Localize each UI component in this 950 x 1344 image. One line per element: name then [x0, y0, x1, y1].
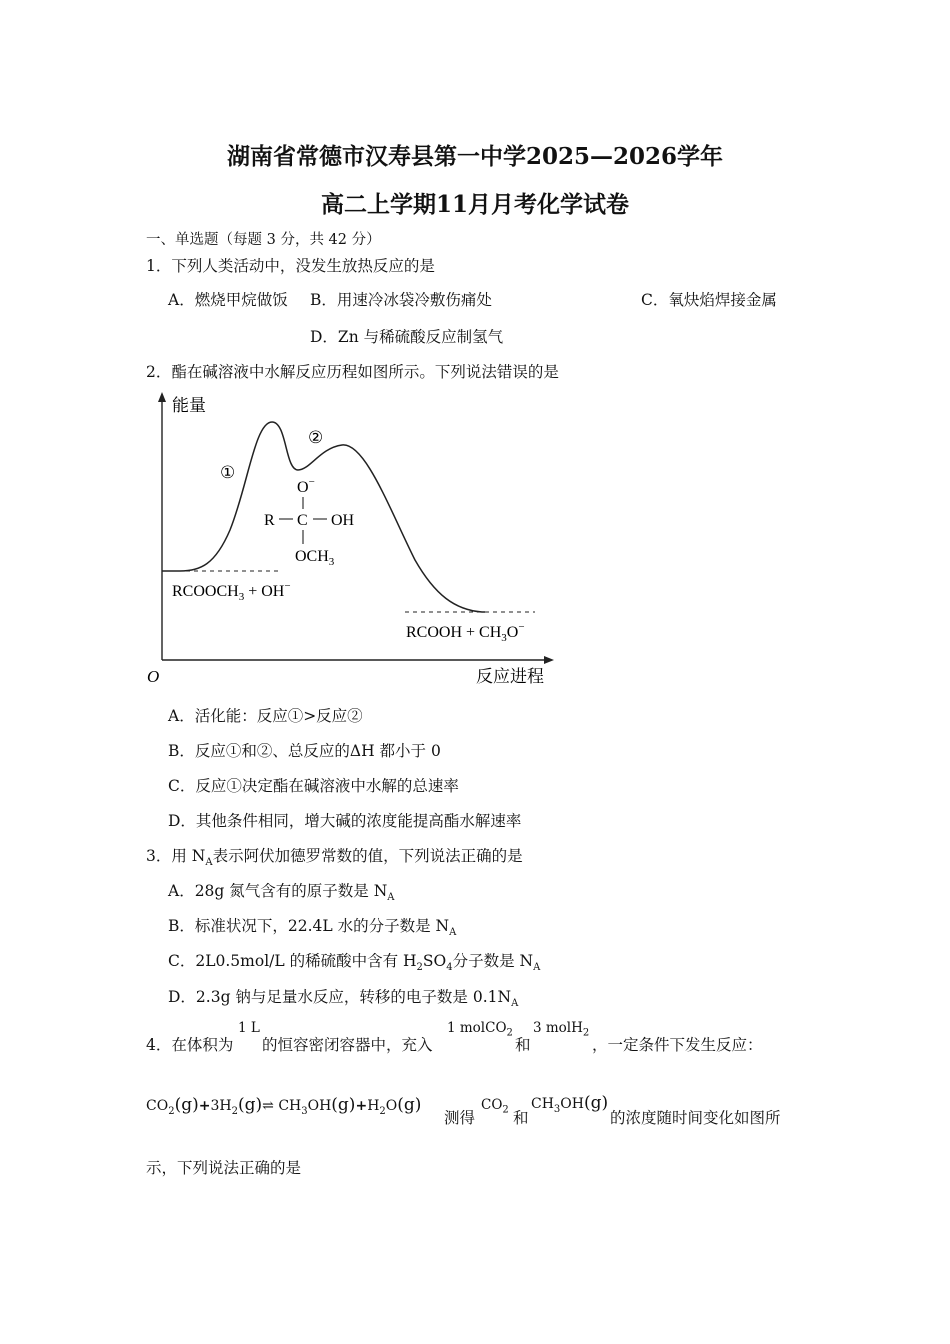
origin-label: O [147, 667, 160, 686]
intermediate-c: C [297, 512, 308, 529]
reactants-label: $RCOOCH_3 + OH^-$ [172, 580, 291, 603]
intermediate-och3: $OCH_3$ [295, 548, 335, 568]
q4-volume: 1 L [238, 1020, 260, 1036]
q2-option-a: A．活化能：反应①>反应② [168, 707, 363, 725]
intermediate-structure [264, 476, 355, 568]
q4-measure-co2: $CO_2$ [481, 1097, 509, 1116]
step1-marker: ① [220, 463, 236, 482]
q3-option-a: A．28g 氮气含有的原子数是 $N_A$ [168, 882, 395, 904]
x-axis-label: 反应进程 [476, 667, 544, 686]
x-axis-arrow-icon [544, 656, 554, 664]
q3-option-d: D．2.3g 钠与足量水反应，转移的电子数是 $0.1N_A$ [168, 988, 519, 1010]
q4-stem-tail: ，一定条件下发生反应： [592, 1036, 763, 1054]
y-axis-arrow-icon [158, 392, 166, 402]
q4-co2-amount: 1 molCO$_2$ [447, 1020, 513, 1039]
q4-measure-ch3oh: $CH_3OH(g)$ [531, 1093, 609, 1115]
q4-and: 和 [515, 1036, 531, 1054]
intermediate-r: R [264, 512, 275, 529]
q1-option-a: A．燃烧甲烷做饭 [168, 291, 288, 309]
q3-option-c: C．2L0.5mol/L 的稀硫酸中含有 $H_2SO_4$分子数是 $N_A$ [168, 952, 541, 974]
q4-measure-tail: 的浓度随时间变化如图所 [610, 1109, 781, 1127]
q4-stem-mid: 的恒容密闭容器中，充入 [262, 1036, 433, 1054]
products-label: RCOOH + $CH_3O^-$ [406, 621, 525, 644]
q4-equation: $CO_2(g)+3H_2(g)\rightleftharpoons$ $CH_3OH(g)+H_2O(g)$ [146, 1095, 422, 1117]
q2-option-c: C．反应①决定酯在碱溶液中水解的总速率 [168, 777, 459, 795]
energy-diagram [140, 390, 570, 690]
q4-measure: 测得 [444, 1109, 476, 1127]
q1-option-c: C．氧炔焰焊接金属 [641, 291, 777, 309]
q2-stem: 2．酯在碱溶液中水解反应历程如图所示。下列说法错误的是 [146, 363, 559, 381]
q3-option-b: B．标准状况下，22.4L 水的分子数是 $N_A$ [168, 917, 457, 939]
exam-title-line2: 高二上学期11月月考化学试卷 [320, 191, 629, 218]
exam-title-line1: 湖南省常德市汉寿县第一中学2025—2026学年 [226, 143, 724, 170]
q4-h2-amount: 3 molH$_2$ [533, 1020, 590, 1039]
q4-measure-and: 和 [513, 1109, 529, 1127]
y-axis-label: 能量 [172, 396, 206, 415]
q2-option-d: D．其他条件相同，增大碱的浓度能提高酯水解速率 [168, 812, 522, 830]
q3-stem: 3．用 $N_A$表示阿伏加德罗常数的值，下列说法正确的是 [146, 847, 523, 869]
q1-stem: 1．下列人类活动中，没发生放热反应的是 [146, 257, 435, 275]
section-heading: 一、单选题（每题 3 分，共 42 分） [146, 232, 381, 248]
q2-option-b: B．反应①和②、总反应的ΔH 都小于 0 [168, 742, 441, 760]
step2-marker: ② [308, 428, 324, 447]
q4-stem-pre: 4．在体积为 [146, 1036, 234, 1054]
q1-option-d: D．Zn 与稀硫酸反应制氢气 [310, 328, 504, 346]
q1-option-b: B．用速冷冰袋冷敷伤痛处 [310, 291, 492, 309]
q4-stem-line2: 示，下列说法正确的是 [146, 1159, 302, 1177]
intermediate-o: O− [297, 476, 315, 496]
intermediate-oh: OH [331, 512, 355, 529]
